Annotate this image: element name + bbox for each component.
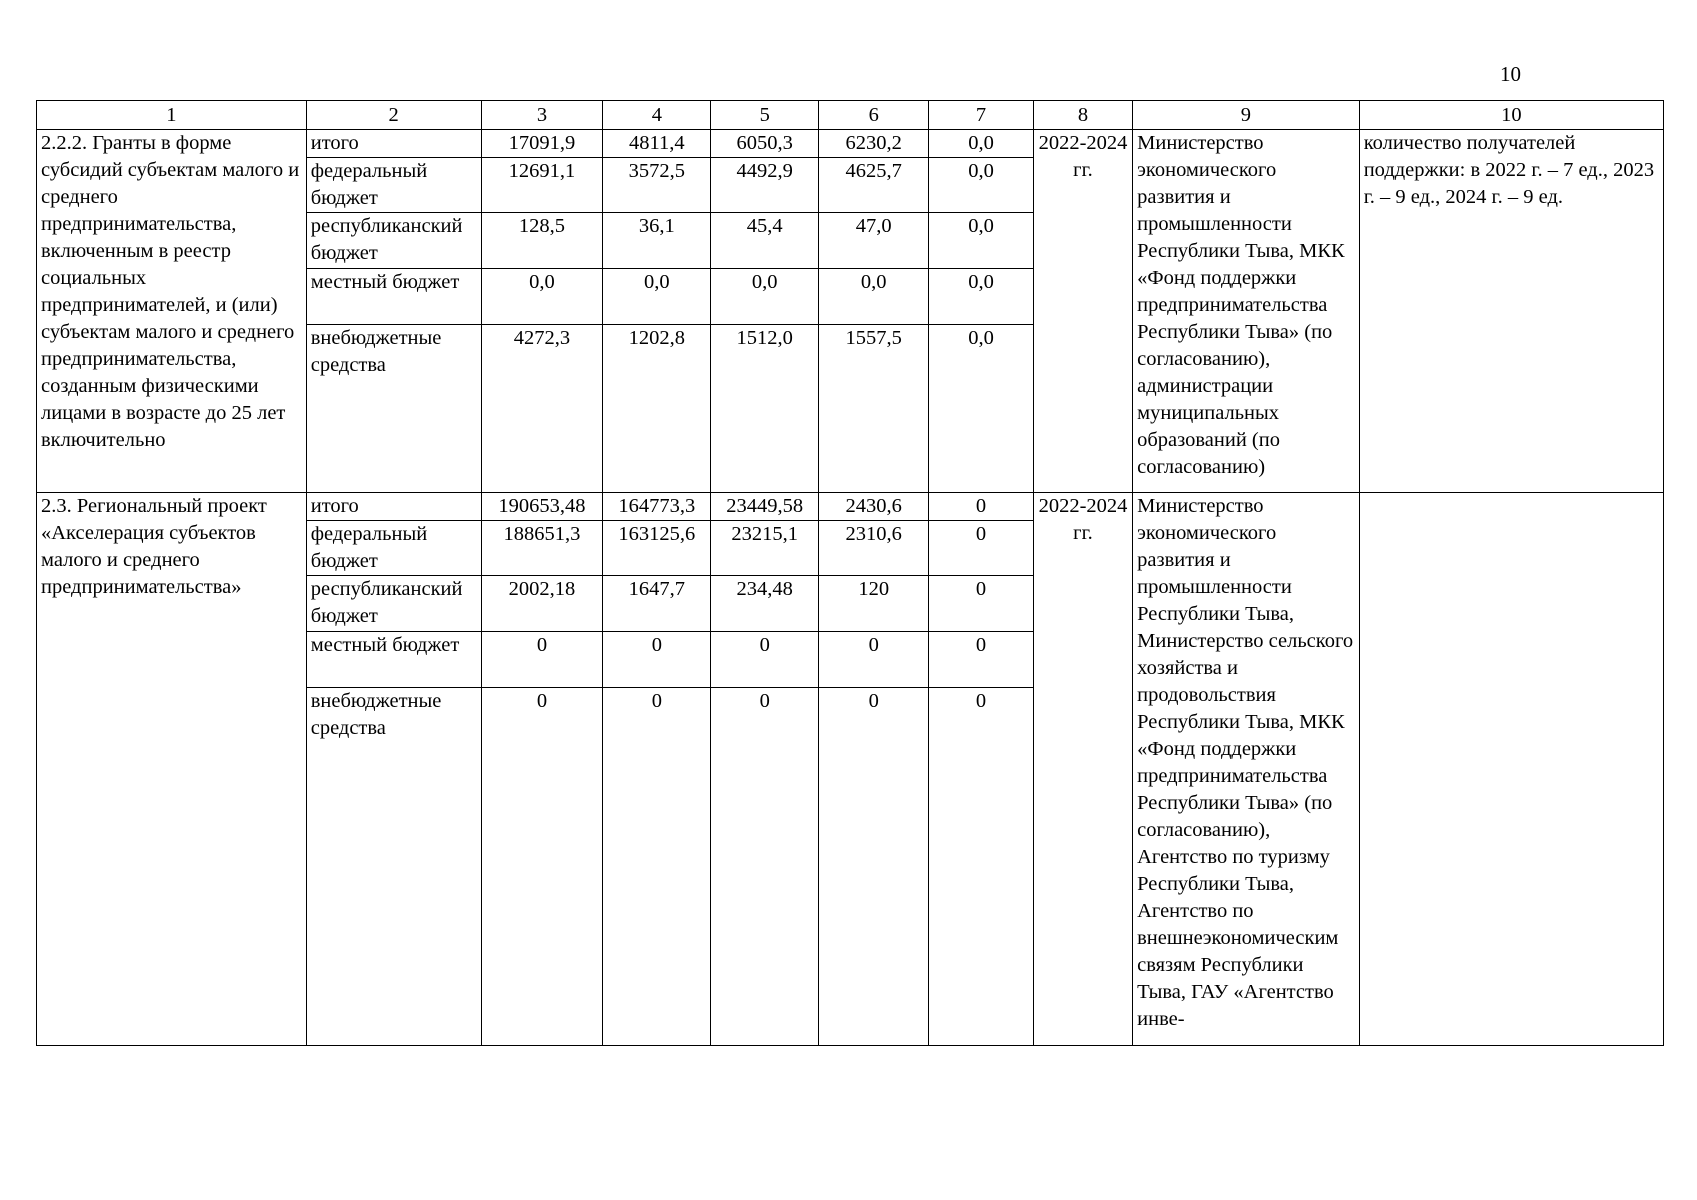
column-number: 1 — [37, 101, 307, 130]
value-cell: 17091,9 — [481, 130, 603, 158]
funding-source: внебюджетные средства — [306, 325, 481, 493]
value-cell: 1647,7 — [603, 576, 711, 632]
value-cell: 0 — [929, 632, 1034, 688]
column-number-row — [37, 101, 1664, 130]
value-cell: 0 — [819, 688, 929, 1046]
value-cell: 0,0 — [603, 269, 711, 325]
value-cell: 0 — [481, 688, 603, 1046]
column-number: 8 — [1033, 101, 1132, 130]
value-cell: 0 — [819, 632, 929, 688]
measure-name: 2.2.2. Гранты в форме субсидий субъектам малого и среднего предпринимательства, включенным в реестр социальных предпринимателей, и (или) субъектам малого и среднего предпринимательства, созданным физическими лицами в возрасте до 25 лет включительно — [37, 130, 307, 493]
value-cell: 188651,3 — [481, 521, 603, 576]
column-number: 3 — [481, 101, 603, 130]
table-row — [37, 493, 1664, 521]
value-cell: 2310,6 — [819, 521, 929, 576]
value-cell: 0 — [711, 632, 819, 688]
executor-cell: Министерство экономического развития и промышленности Республики Тыва, МКК «Фонд поддержки предпринимательства Республики Тыва» (по согласованию), администрации муниципальных образований (по согласованию) — [1133, 130, 1360, 493]
measure-name: 2.3. Региональный проект «Акселерация субъектов малого и среднего предпринимательства» — [37, 493, 307, 1046]
period-cell: 2022-2024 гг. — [1033, 130, 1132, 493]
funding-source: итого — [306, 130, 481, 158]
column-number: 6 — [819, 101, 929, 130]
period-cell: 2022-2024 гг. — [1033, 493, 1132, 1046]
value-cell: 0,0 — [929, 158, 1034, 213]
result-cell — [1359, 493, 1663, 1046]
value-cell: 47,0 — [819, 213, 929, 269]
column-number: 7 — [929, 101, 1034, 130]
value-cell: 23449,58 — [711, 493, 819, 521]
value-cell: 1512,0 — [711, 325, 819, 493]
value-cell: 2002,18 — [481, 576, 603, 632]
value-cell: 12691,1 — [481, 158, 603, 213]
value-cell: 0 — [929, 688, 1034, 1046]
value-cell: 4492,9 — [711, 158, 819, 213]
value-cell: 234,48 — [711, 576, 819, 632]
value-cell: 0,0 — [711, 269, 819, 325]
value-cell: 1557,5 — [819, 325, 929, 493]
value-cell: 4811,4 — [603, 130, 711, 158]
funding-source: федеральный бюджет — [306, 521, 481, 576]
column-number: 4 — [603, 101, 711, 130]
value-cell: 6230,2 — [819, 130, 929, 158]
column-number: 5 — [711, 101, 819, 130]
value-cell: 0 — [603, 632, 711, 688]
funding-source: республиканский бюджет — [306, 213, 481, 269]
value-cell: 2430,6 — [819, 493, 929, 521]
value-cell: 0,0 — [929, 130, 1034, 158]
value-cell: 0,0 — [819, 269, 929, 325]
column-number: 10 — [1359, 101, 1663, 130]
funding-source: внебюджетные средства — [306, 688, 481, 1046]
value-cell: 45,4 — [711, 213, 819, 269]
value-cell: 3572,5 — [603, 158, 711, 213]
column-number: 9 — [1133, 101, 1360, 130]
funding-source: местный бюджет — [306, 269, 481, 325]
funding-source: итого — [306, 493, 481, 521]
value-cell: 0,0 — [929, 325, 1034, 493]
value-cell: 4625,7 — [819, 158, 929, 213]
funding-source: республиканский бюджет — [306, 576, 481, 632]
value-cell: 190653,48 — [481, 493, 603, 521]
value-cell: 23215,1 — [711, 521, 819, 576]
executor-cell: Министерство экономического развития и промышленности Республики Тыва, Министерство сельского хозяйства и продовольствия Республики Тыва, МКК «Фонд поддержки предпринимательства Республики Тыва» (по согласованию), Агентство по туризму Республики Тыва, Агентство по внешнеэкономическим связям Республики Тыва, ГАУ «Агентство инве- — [1133, 493, 1360, 1046]
value-cell: 1202,8 — [603, 325, 711, 493]
value-cell: 0 — [929, 521, 1034, 576]
result-cell: количество получателей поддержки: в 2022 г. – 7 ед., 2023 г. – 9 ед., 2024 г. – 9 ед. — [1359, 130, 1663, 493]
page-number: 10 — [1500, 62, 1521, 86]
value-cell: 0 — [603, 688, 711, 1046]
value-cell: 4272,3 — [481, 325, 603, 493]
value-cell: 0,0 — [481, 269, 603, 325]
value-cell: 128,5 — [481, 213, 603, 269]
value-cell: 36,1 — [603, 213, 711, 269]
value-cell: 0,0 — [929, 269, 1034, 325]
value-cell: 0 — [481, 632, 603, 688]
value-cell: 163125,6 — [603, 521, 711, 576]
value-cell: 0,0 — [929, 213, 1034, 269]
value-cell: 0 — [711, 688, 819, 1046]
column-number: 2 — [306, 101, 481, 130]
value-cell: 6050,3 — [711, 130, 819, 158]
funding-source: местный бюджет — [306, 632, 481, 688]
funding-source: федеральный бюджет — [306, 158, 481, 213]
value-cell: 164773,3 — [603, 493, 711, 521]
budget-table — [36, 100, 1664, 1046]
table-row — [37, 130, 1664, 158]
value-cell: 0 — [929, 576, 1034, 632]
value-cell: 120 — [819, 576, 929, 632]
value-cell: 0 — [929, 493, 1034, 521]
